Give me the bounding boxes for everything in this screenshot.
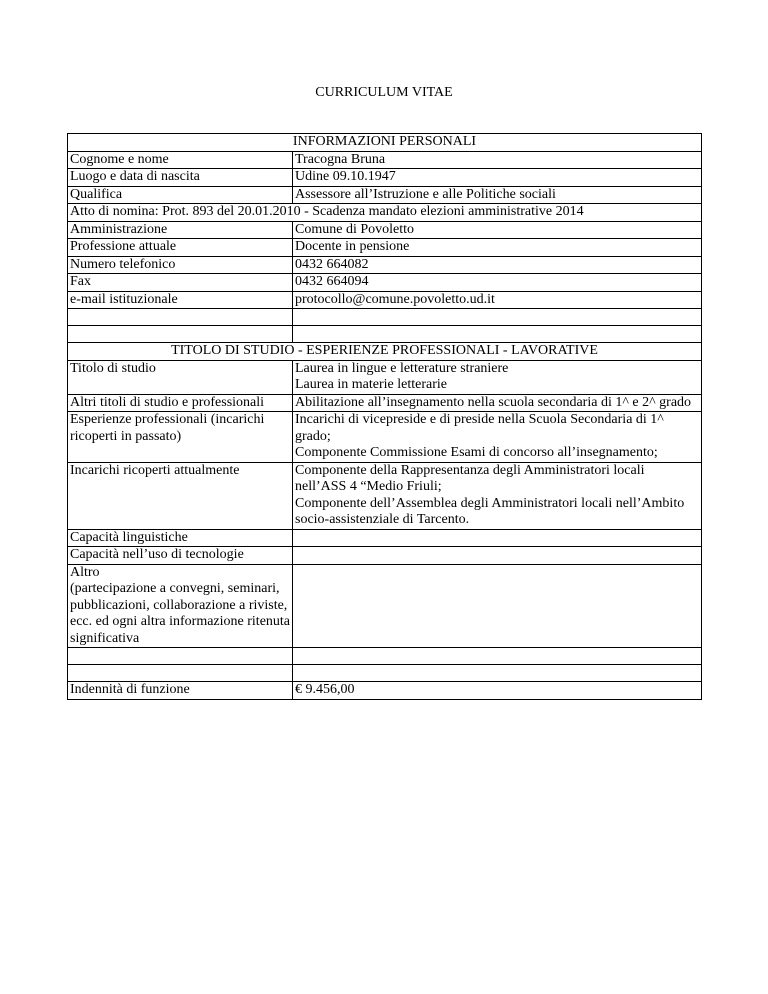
row-label: Qualifica <box>68 186 293 204</box>
table-row <box>68 204 702 222</box>
table-row <box>68 274 702 292</box>
empty-row <box>68 309 702 326</box>
row-value: Comune di Povoletto <box>293 221 702 239</box>
row-label: e-mail istituzionale <box>68 291 293 309</box>
row-value: 0432 664094 <box>293 274 702 292</box>
table-row <box>68 682 702 700</box>
incarico-value: Componente della Rappresentanza degli Amministratori locali nell’ASS 4 “Medio Friuli; <box>295 462 645 494</box>
atto-nomina: Atto di nomina: Prot. 893 del 20.01.2010 - Scadenza mandato elezioni amministrative 2014 <box>68 204 702 222</box>
table-row <box>68 291 702 309</box>
document-title: CURRICULUM VITAE <box>315 85 453 100</box>
table-row <box>68 462 702 529</box>
row-value: 0432 664082 <box>293 256 702 274</box>
row-value <box>293 547 702 565</box>
row-value: protocollo@comune.povoletto.ud.it <box>293 291 702 309</box>
table-row <box>68 412 702 463</box>
empty-row <box>68 326 702 343</box>
row-label: Incarichi ricoperti attualmente <box>68 462 293 529</box>
row-label: Indennità di funzione <box>68 682 293 700</box>
table-row <box>68 186 702 204</box>
personal-info-header: INFORMAZIONI PERSONALI <box>68 134 702 152</box>
row-label: Professione attuale <box>68 239 293 257</box>
row-label: Esperienze professionali (incarichi ricoperti in passato) <box>68 412 293 463</box>
row-value <box>293 360 702 394</box>
empty-row <box>68 648 702 665</box>
incarico-value: Componente dell’Assemblea degli Amministratori locali nell’Ambito socio-assistenziale di Tarcento. <box>295 495 685 527</box>
table-row <box>68 221 702 239</box>
row-label: Numero telefonico <box>68 256 293 274</box>
table-row <box>68 151 702 169</box>
row-label: Altri titoli di studio e professionali <box>68 394 293 412</box>
titolo-value: Laurea in materie letterarie <box>295 377 447 392</box>
studies-header: TITOLO DI STUDIO - ESPERIENZE PROFESSIONALI - LAVORATIVE <box>68 343 702 361</box>
table-row <box>68 169 702 187</box>
row-value: Tracogna Bruna <box>293 151 702 169</box>
row-label: Capacità linguistiche <box>68 529 293 547</box>
esperienza-value: Incarichi di vicepreside e di preside nella Scuola Secondaria di 1^ grado; <box>295 412 664 444</box>
esperienza-value: Componente Commissione Esami di concorso all’insegnamento; <box>295 445 658 460</box>
table-row <box>68 239 702 257</box>
row-value <box>293 412 702 463</box>
row-label: Titolo di studio <box>68 360 293 394</box>
row-label: Amministrazione <box>68 221 293 239</box>
table-row <box>68 529 702 547</box>
empty-row <box>68 665 702 682</box>
row-value: Udine 09.10.1947 <box>293 169 702 187</box>
row-value <box>293 564 702 648</box>
row-label <box>68 564 293 648</box>
row-value <box>293 529 702 547</box>
table-row <box>68 564 702 648</box>
row-label: Cognome e nome <box>68 151 293 169</box>
row-value: € 9.456,00 <box>293 682 702 700</box>
row-value: Assessore all’Istruzione e alle Politiche sociali <box>293 186 702 204</box>
table-row <box>68 394 702 412</box>
table-row <box>68 547 702 565</box>
cv-table <box>67 133 702 700</box>
row-value <box>293 462 702 529</box>
row-value: Abilitazione all’insegnamento nella scuola secondaria di 1^ e 2^ grado <box>293 394 702 412</box>
row-label: Capacità nell’uso di tecnologie <box>68 547 293 565</box>
altro-label: Altro <box>70 564 100 580</box>
titolo-value: Laurea in lingue e letterature straniere <box>295 360 509 376</box>
row-label: Luogo e data di nascita <box>68 169 293 187</box>
altro-label-detail: (partecipazione a convegni, seminari, pubblicazioni, collaborazione a riviste, ecc. ed ogni altra informazione ritenuta significativa <box>70 581 291 646</box>
row-value: Docente in pensione <box>293 239 702 257</box>
table-row <box>68 360 702 394</box>
table-row <box>68 256 702 274</box>
row-label: Fax <box>68 274 293 292</box>
